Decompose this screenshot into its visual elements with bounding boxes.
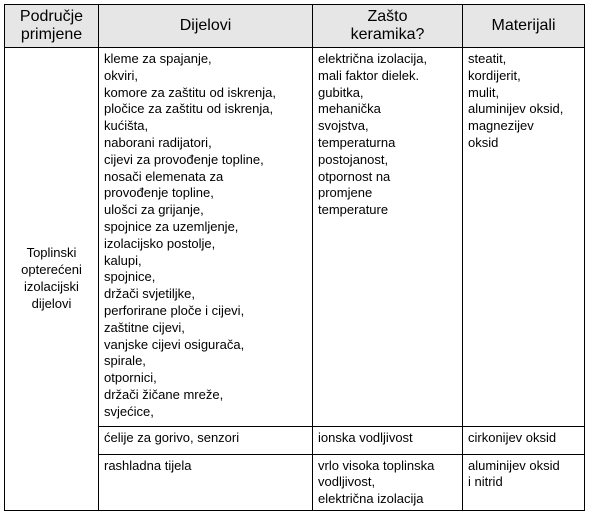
materials-cell: aluminijev oksid i nitrid [463, 454, 585, 510]
why-ceramics-cell: električna izolacija, mali faktor dielek. gubitka, mehanička svojstva, temperaturna postojanost, otpornost na promjene temperature [313, 48, 463, 427]
parts-cell: kleme za spajanje, okviri, komore za zaštitu od iskrenja, pločice za zaštitu od iskrenja, kućišta, naborani radijatori, cijevi za provođenje topline, nosači elemenata za provođenje topline, ulošci za grijanje, spojnice za uzemljenje, izolacijsko postolje, kalupi, spojnice, držači svjetiljke, perforirane ploče i cijevi, zaštitne cijevi, vanjske cijevi osigurača, spirale, otpornici, držači žičane mreže, svjećice, [99, 48, 313, 427]
table-row [5, 48, 585, 427]
header-application-area: Područje primjene [5, 5, 99, 48]
header-row [5, 5, 585, 48]
materials-cell: cirkonijev oksid [463, 426, 585, 454]
materials-cell: steatit, kordijerit, mulit, aluminijev oksid, magnezijev oksid [463, 48, 585, 427]
header-materials: Materijali [463, 5, 585, 48]
parts-cell: rashladna tijela [99, 454, 313, 510]
why-ceramics-cell: vrlo visoka toplinska vodljivost, električna izolacija [313, 454, 463, 510]
ceramics-application-table [4, 4, 585, 511]
parts-cell: ćelije za gorivo, senzori [99, 426, 313, 454]
header-parts: Dijelovi [99, 5, 313, 48]
application-area-cell: Toplinski opterećeni izolacijski dijelovi [5, 48, 99, 511]
header-why-ceramics: Zašto keramika? [313, 5, 463, 48]
why-ceramics-cell: ionska vodljivost [313, 426, 463, 454]
